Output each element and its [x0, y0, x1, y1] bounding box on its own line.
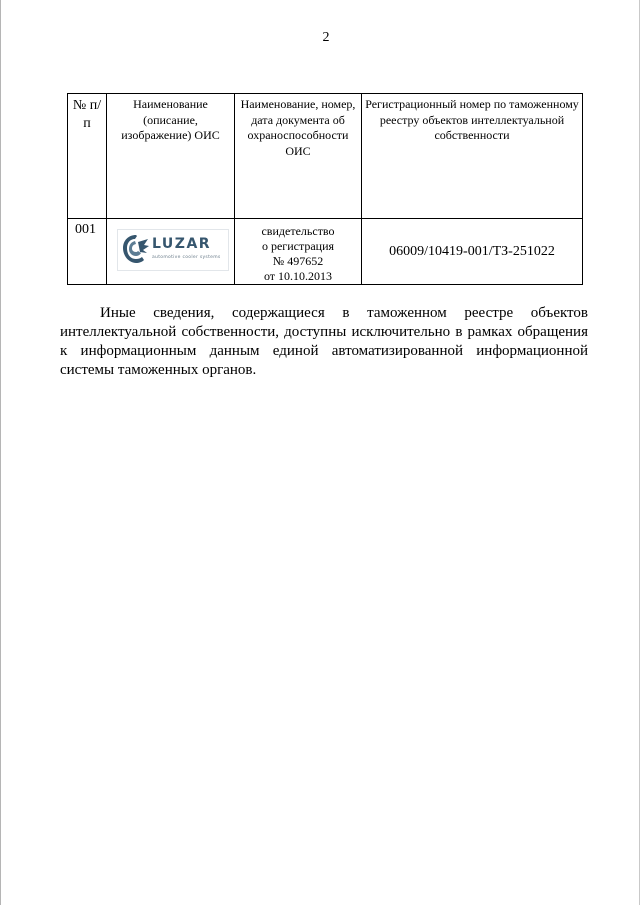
row-num: 001 [68, 219, 107, 285]
registry-table [67, 93, 583, 285]
logo-tagline: automotive cooler systems [152, 255, 221, 260]
row-reg-number: 06009/10419-001/ТЗ-251022 [362, 219, 583, 285]
header-document: Наименование, номер, дата документа об охраноспособности ОИС [235, 94, 362, 219]
document-line: от 10.10.2013 [263, 269, 333, 283]
luzar-logo [117, 229, 229, 271]
page-number: 2 [322, 30, 330, 45]
table-row [68, 219, 583, 285]
header-reg-number: Регистрационный номер по таможенному реестру объектов интеллектуальной собственности [362, 94, 583, 219]
logo-wordmark: LUZAR [152, 236, 212, 252]
table-header-row [68, 94, 583, 219]
page-edge-left [0, 0, 1, 905]
row-document [235, 219, 362, 285]
tiger-head-icon [121, 233, 151, 265]
document-line: свидетельство [261, 224, 335, 238]
row-logo-cell [107, 219, 235, 285]
document-line: № 497652 [272, 254, 324, 268]
document-line: о регистрация [261, 239, 335, 253]
header-num: № п/п [68, 94, 107, 219]
body-paragraph: Иные сведения, содержащиеся в таможенном реестре объектов интеллектуальной собственности, доступны исключительно в рамках обращения к информационным данным единой автоматизированной информационной системы таможенных органов. [60, 305, 588, 378]
header-name: Наименование (описание, изображение) ОИС [107, 94, 235, 219]
